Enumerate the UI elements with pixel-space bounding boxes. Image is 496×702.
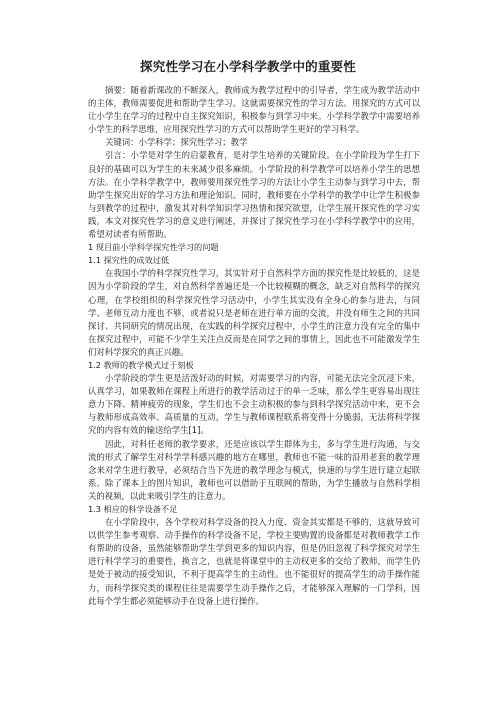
paragraph-1-1: 在我国小学的科学探究性学习，其实针对于自然科学方面的探究性是比较低的，这是因为小学阶段的学生，对自然科学普遍还是一个比较模糊的概念，缺乏对自然科学的探究心理，在学校组织的科学探究性学习活动中，小学生其实没有全身心的参与进去，与同学、老师互动力度也不够，或者说只是老师在进行单方面的交流，并没有师生之间的共同探讨、共同研究的情况出现，在实践的科学探究过程中，小学生的注意力没有完全的集中在探究过程中，可能不少学生关注点反而是在同学之间的事情上，因此也不可能激发学生们对科学探究的真正兴趣。 bbox=[88, 268, 420, 357]
section-heading-1-3: 1.3 相应的科学设备不足 bbox=[88, 504, 178, 514]
paragraph-1-2a-end: 。 bbox=[200, 425, 209, 436]
paragraph-1-3: 在小学阶段中，各个学校对科学设备的投入力度、资金其实都是不够的，这就导致可以供学生参考观察、动手操作的科学设备不足，学校主要购置的设备都是对教师教学工作有帮助的设备，虽然能够帮助学生学到更多的知识内容，但是仍旧忽视了科学探究对学生进行科学学习的重要性，换言之，也就是将课堂中的主动权更多的交给了教师，而学生仍是处于被动的接受知识，不利于提高学生的主动性。也不能很好的提高学生的动手操作能力，而科学探究类的课程往往是需要学生动手操作之后，才能够深入理解的一门学科，因此每个学生都必须能够动手在设备上进行操作。 bbox=[88, 517, 420, 606]
introduction-paragraph: 引言：小学是对学生的启蒙教育，是对学生培养的关键阶段。在小学阶段为学生打下良好的基础可以为学生的未来减少很多麻烦。小学阶段的科学教学可以培养小学生的思想方法。在小学科学教学中，教师要用探究性学习的方法让小学生主动参与到学习中去，帮助学生探究出好的学习方法和理论知识。同时，教师要在小学科学的教学中让学生积极参与到教学的过程中，激发其对科学知识学习热情和探究欲望，让学生展开探究性的学习实践。本文对探究性学习的意义进行阐述，并探讨了探究性学习在小学科学教学中的应用，希望对读者有所帮助。 bbox=[88, 150, 420, 240]
paragraph-1-2a-text: 小学阶段的学生更是活泼好动的时候，对需要学习的内容，可能无法完全沉浸下来，认真学习，如果教师在课程上所进行的教学活动过于的单一乏味，那么学生更容易出现注意力下降、精神疲劳的现象，学生们也不会主动积极的参与到科学探究活动中来，更不会与教师形成高效率、高质量的互动，学生与教师课程联系将变得十分脆弱，无法将科学探究的内容有效的输送给学生 bbox=[88, 373, 420, 436]
paragraph-1-2b: 因此，对科任老师的教学要求，还是应该以学生群体为主，多与学生进行沟通，与交流的形式了解学生对科学学科感兴趣的地方在哪里，教师也不能一味的沿用老套的教学理念来对学生进行教导，必须结合当下先进的教学理念与模式，快速的与学生进行建立起联系。除了课本上的图片知识，教师也可以借助于互联网的帮助，为学生播放与自然科学相关的视频，以此来吸引学生的注意力。 bbox=[88, 438, 420, 501]
section-heading-1: 1 现目前小学科学探究性学习的问题 bbox=[88, 242, 219, 253]
document-body bbox=[88, 84, 420, 608]
section-heading-1-2: 1.2 教师的教学模式过于刻板 bbox=[88, 359, 194, 370]
document-title: 探究性学习在小学科学教学中的重要性 bbox=[140, 59, 356, 74]
paragraph-1-2a bbox=[88, 372, 420, 437]
abstract-paragraph: 摘要：随着新课改的不断深入，教师成为教学过程中的引导者，学生成为教学活动中的主体，教师需要促进和帮助学生学习。这就需要探究性的学习方法。用探究的方式可以让小学生在学习的过程中自主探究知识，积极参与到学习中来。小学科学教学中需要培养小学生的科学思维，应用探究性学习的方式可以帮助学生更好的学习科学。 bbox=[88, 85, 420, 135]
citation-reference: [1] bbox=[188, 425, 201, 436]
keywords-line: 关键词：小学科学；探究性学习；教学 bbox=[105, 137, 248, 148]
section-heading-1-1: 1.1 探究性的成效过低 bbox=[88, 255, 170, 266]
